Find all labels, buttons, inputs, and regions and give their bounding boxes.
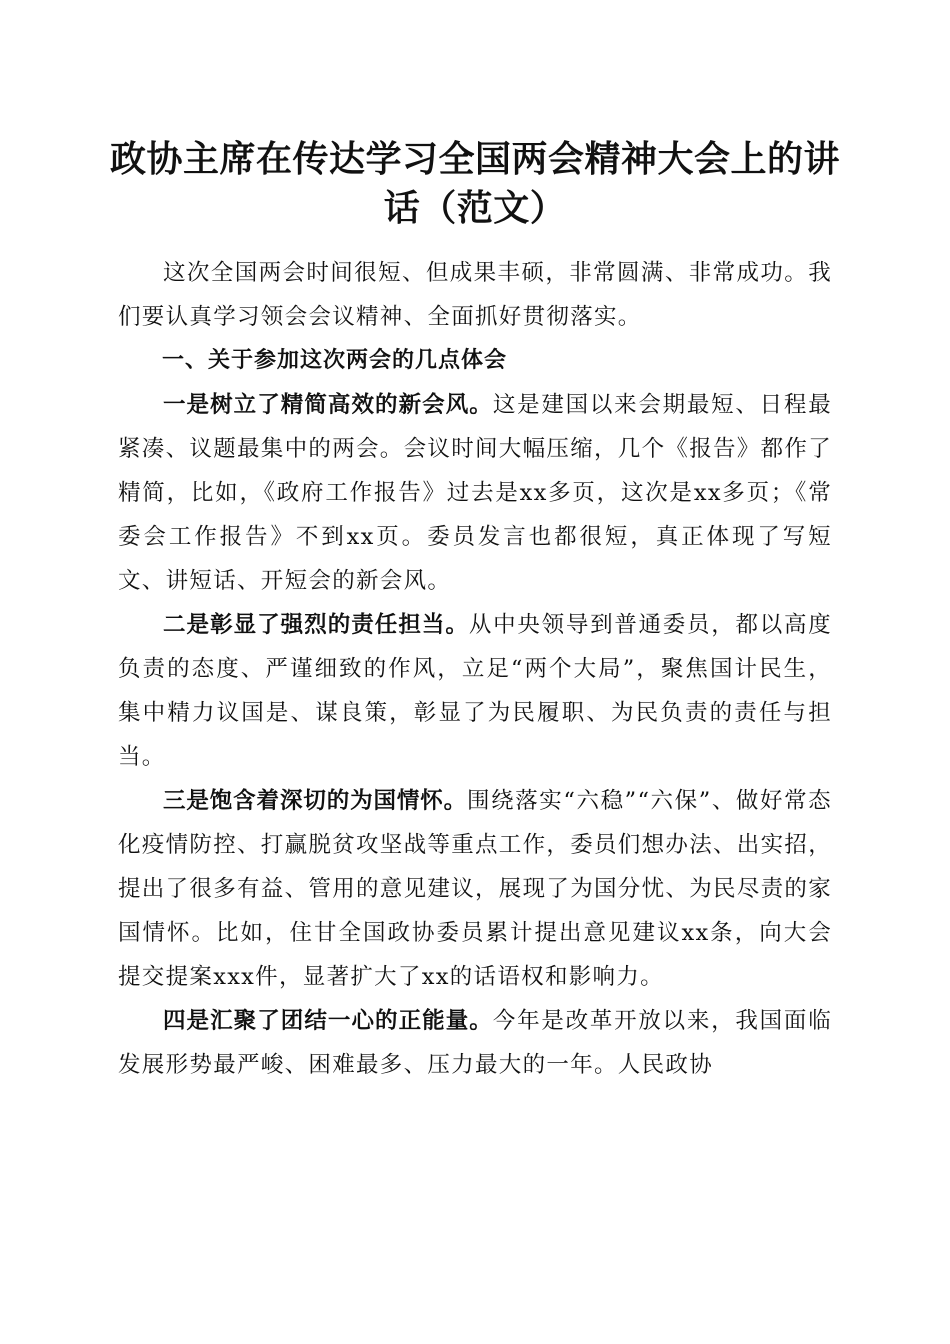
point-paragraph-2 — [118, 603, 832, 779]
intro-paragraph: 这次全国两会时间很短、但成果丰硕，非常圆满、非常成功。我们要认真学习领会会议精神、全面抓好贯彻落实。 — [118, 260, 832, 330]
point-paragraph-1 — [118, 383, 832, 603]
point-text-2: 从中央领导到普通委员，都以高度负责的态度、严谨细致的作风，立足“两个大局”，聚焦国计民生，集中精力议国是、谋良策，彰显了为民履职、为民负责的责任与担当。 — [118, 612, 832, 770]
point-paragraph-3 — [118, 779, 832, 999]
point-lead-3: 三是饱含着深切的为国情怀。 — [163, 788, 468, 814]
point-paragraph-4 — [118, 999, 832, 1087]
title-line-1: 政协主席在传达学习全国两会精神大会上的讲 — [110, 138, 841, 180]
point-text-4: 今年是改革开放以来，我国面临发展形势最严峻、困难最多、压力最大的一年。人民政协 — [118, 1008, 832, 1078]
point-lead-1: 一是树立了精简高效的新会风。 — [163, 392, 493, 418]
point-text-3: 围绕落实“六稳”“六保”、做好常态化疫情防控、打赢脱贫攻坚战等重点工作，委员们想办法、出实招，提出了很多有益、管用的意见建议，展现了为国分忧、为民尽责的家国情怀。比如，住甘全国政协委员累计提出意见建议xx条，向大会提交提案xxx件，显著扩大了xx的话语权和影响力。 — [118, 788, 833, 990]
document-title — [110, 135, 840, 233]
point-text-1: 这是建国以来会期最短、日程最紧凑、议题最集中的两会。会议时间大幅压缩，几个《报告》都作了精简，比如，《政府工作报告》过去是xx多页，这次是xx多页；《常委会工作报告》不到xx页。委员发言也都很短，真正体现了写短文、讲短话、开短会的新会风。 — [118, 392, 833, 594]
document-body — [118, 251, 832, 1087]
title-line-2: 话（范文） — [383, 187, 567, 229]
section-heading: 一、关于参加这次两会的几点体会 — [162, 348, 508, 373]
point-lead-4: 四是汇聚了团结一心的正能量。 — [163, 1008, 493, 1034]
point-lead-2: 二是彰显了强烈的责任担当。 — [163, 612, 469, 638]
